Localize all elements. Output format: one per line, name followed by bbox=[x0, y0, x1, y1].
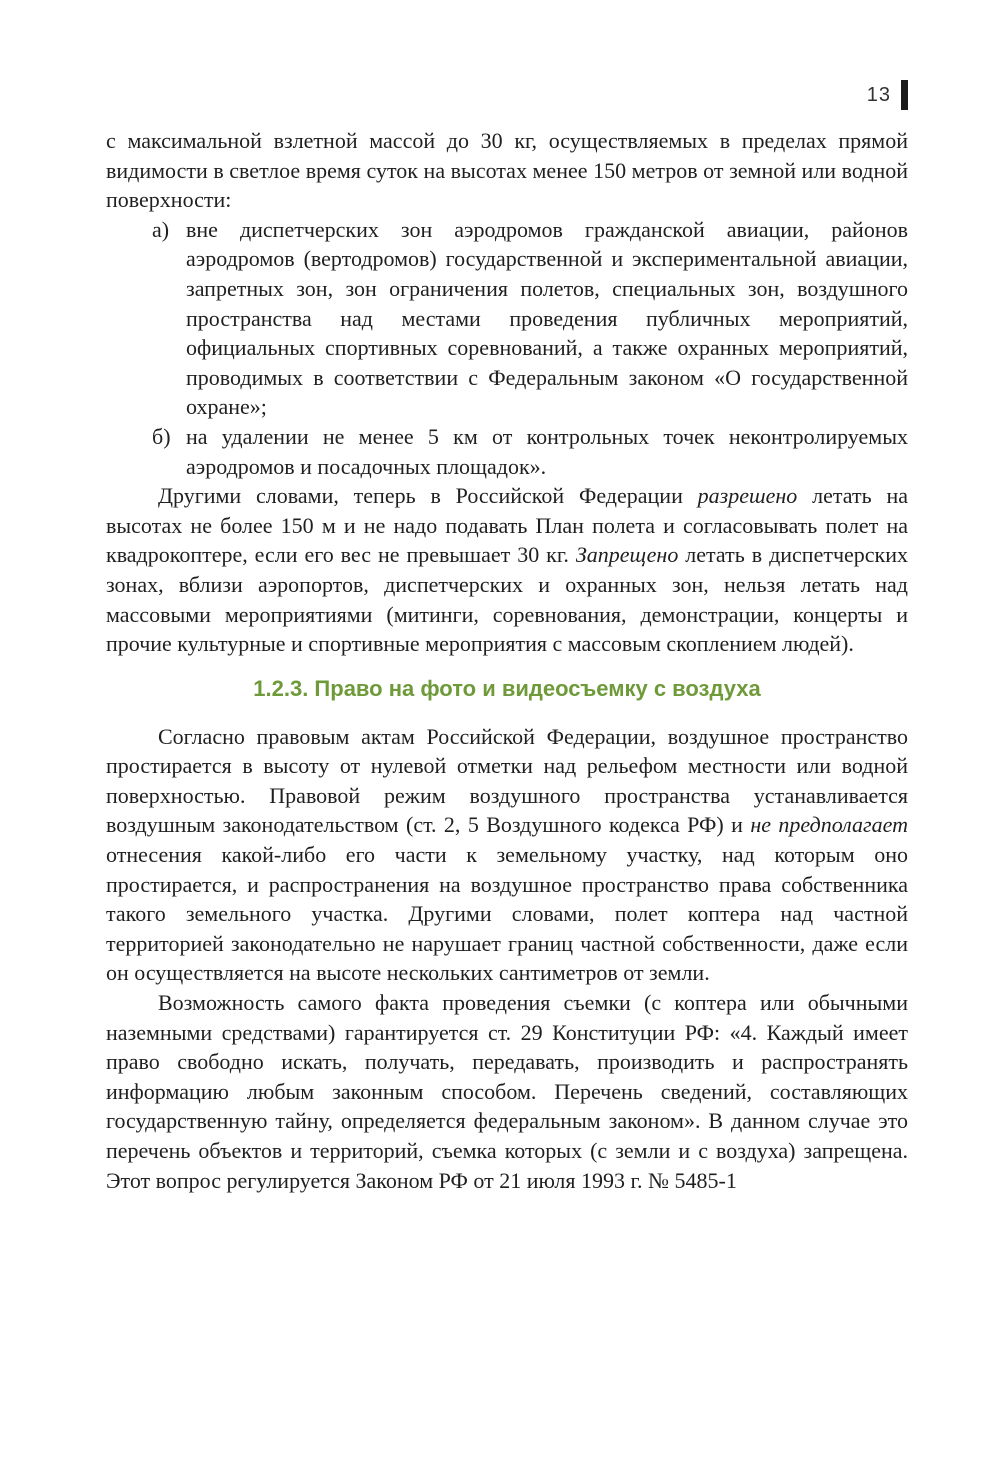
page-number-bar bbox=[901, 80, 908, 110]
paragraph-allowed-flights bbox=[106, 481, 908, 659]
emphasis-forbidden: Запрещено bbox=[575, 542, 679, 568]
page-header bbox=[867, 80, 908, 110]
list-item bbox=[106, 215, 908, 422]
list-marker: а) bbox=[152, 216, 170, 242]
paragraph-airspace-law bbox=[106, 722, 908, 988]
text-run: Согласно правовым актам Российской Федерации, воздушное пространство простирается в высоту от нулевой отметки над рельефом местности или водной поверхностью. Правовой режим воздушного пространства устанавливается воздушным законодательством (ст. 2, 5 Воздушного кодекса РФ) и bbox=[106, 723, 908, 838]
intro-paragraph: с максимальной взлетной массой до 30 кг, осуществляемых в пределах прямой видимости в светлое время суток на высотах менее 150 метров от земной или водной поверхности: bbox=[106, 128, 908, 213]
list-marker: б) bbox=[152, 423, 171, 449]
text-run: Другими словами, теперь в Российской Федерации bbox=[158, 483, 698, 509]
paragraph-constitution: Возможность самого факта проведения съемки (с коптера или обычными наземными средствами) гарантируется ст. 29 Конституции РФ: «4. Каждый имеет право свободно искать, получать, передавать, производить и распространять информацию любым законным способом. Перечень сведений, составляющих государственную тайну, определяется федеральным законом». В данном случае это перечень объектов и территорий, съемка которых (с земли и с воздуха) запрещена. Этот вопрос регулируется Законом РФ от 21 июля 1993 г. № 5485-1 bbox=[106, 990, 908, 1193]
emphasis-not-assume: не предполагает bbox=[750, 812, 908, 838]
conditions-list bbox=[106, 215, 908, 481]
text-run: отнесения какой-либо его части к земельному участку, над которым оно простирается, и распространения на воздушное пространство права собственника такого земельного участка. Другими словами, полет коптера над частной территорией законодательно не нарушает границ частной собственности, даже если он осуществляется на высоте нескольких сантиметров от земли. bbox=[106, 842, 908, 986]
list-item-text: на удалении не менее 5 км от контрольных точек неконтролируемых аэродромов и посадочных площадок». bbox=[186, 423, 908, 479]
list-item-text: вне диспетчерских зон аэродромов гражданской авиации, районов аэродромов (вертодромов) государственной и экспериментальной авиации, запретных зон, зон ограничения полетов, специальных зон, воздушного пространства над местами проведения публичных мероприятий, официальных спортивных соревнований, а также охранных мероприятий, проводимых в соответствии с Федеральным законом «О государственной охране»; bbox=[186, 216, 908, 420]
text-run: летать в диспетчерских зонах, вблизи аэропортов, диспетчерских и охранных зон, нельзя летать над массовыми мероприятиями (митинги, соревнования, демонстрации, концерты и прочие культурные и спортивные мероприятия с массовым скоплением людей). bbox=[106, 542, 909, 657]
text-run: летать на высотах не более 150 м и не надо подавать План полета и согласовывать полет на квадрокоптере, если его вес не превышает 30 кг. bbox=[106, 483, 908, 568]
page-number: 13 bbox=[866, 83, 891, 106]
section-heading: 1.2.3. Право на фото и видеосъемку с воздуха bbox=[253, 675, 761, 701]
page-body bbox=[106, 126, 908, 1195]
list-item bbox=[106, 422, 908, 481]
emphasis-allowed: разрешено bbox=[697, 483, 798, 509]
